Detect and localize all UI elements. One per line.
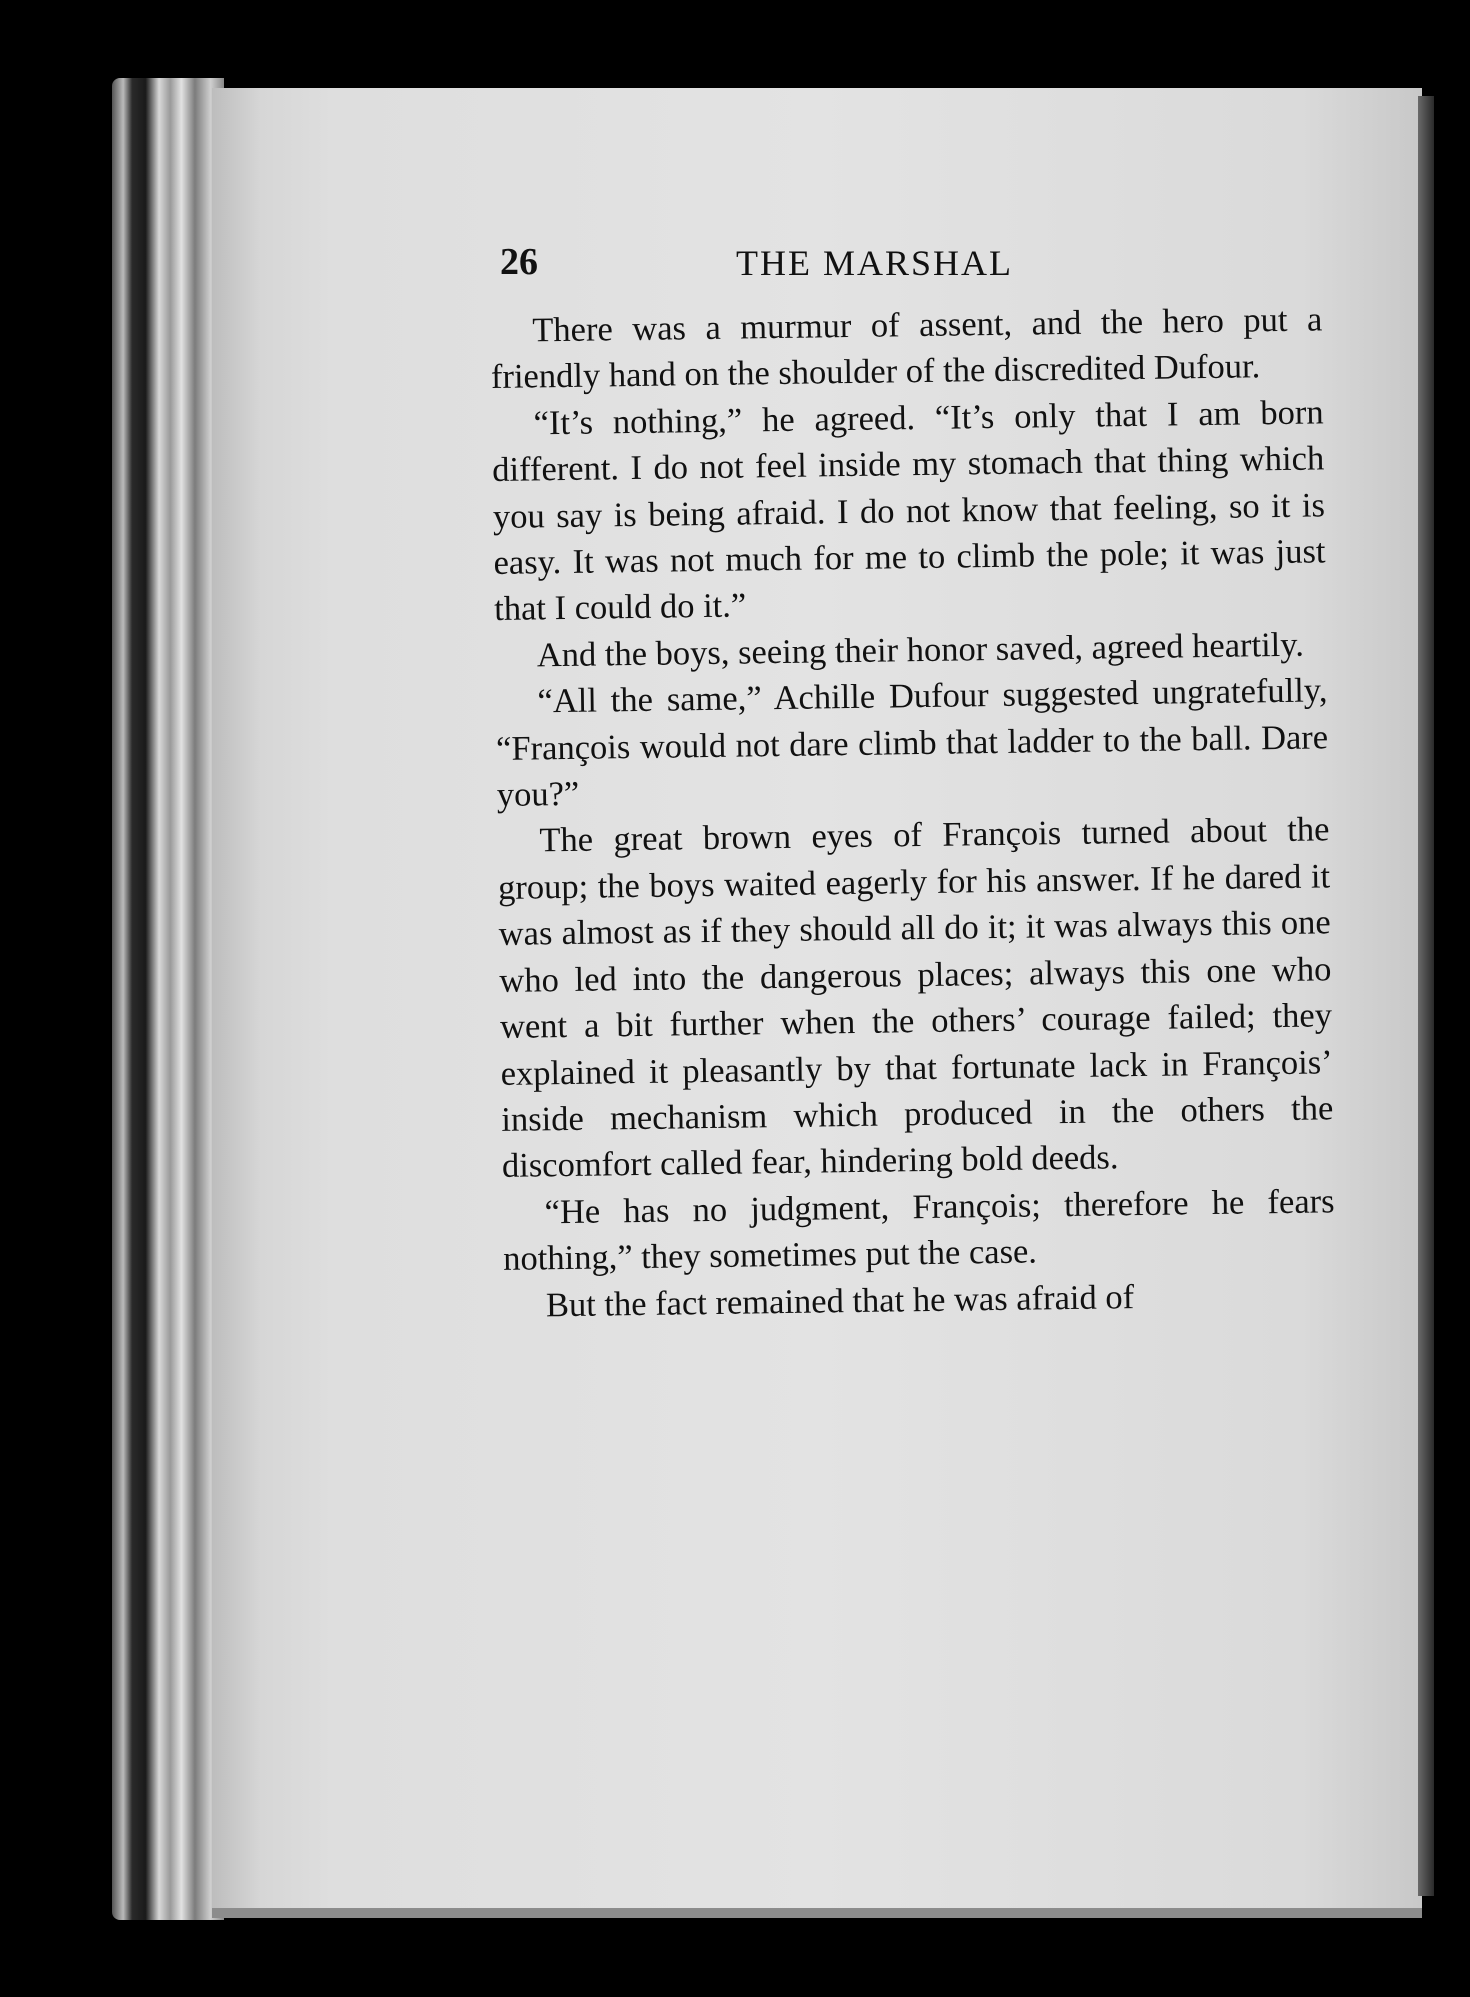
book-binding-edge (112, 78, 224, 1920)
page-header (500, 240, 1080, 290)
facing-page-edge (1418, 96, 1434, 1896)
paragraph: “He has no judgment, François; therefore he fears nothing,” they sometimes put the case. (503, 1182, 1335, 1279)
page-number: 26 (500, 241, 538, 283)
paragraph: And the boys, seeing their honor saved, agreed heartily. (536, 625, 1305, 675)
paragraph: The great brown eyes of François turned about the group; the boys waited eagerly for his answer. If he dared it was almost as if they should all do it; it was always this one who led into the dangerous places; always this one who went a bit further when the others’ courage failed; they explained it pleasantly by that fortunate lack in François’ inside mechanism which produced in the others the discomfort called fear, hindering bold deeds. (497, 810, 1334, 1186)
paragraph: “All the same,” Achille Dufour suggested ungratefully, “François would not dare climb that ladder to the ball. Dare you?” (495, 671, 1329, 815)
paragraph: There was a murmur of assent, and the hero put a friendly hand on the shoulder of the discredited Dufour. (490, 300, 1323, 397)
paragraph: But the fact remained that he was afraid of (545, 1277, 1135, 1324)
paragraph: “It’s nothing,” he agreed. “It’s only that I am born different. I do not feel inside my stomach that thing which you say is being afraid. I do not know that feeling, so it is easy. It was not much for me to climb the pole; it was just that I could do it.” (491, 393, 1326, 629)
body-text (490, 296, 1336, 1328)
running-head: THE MARSHAL (736, 243, 1014, 283)
